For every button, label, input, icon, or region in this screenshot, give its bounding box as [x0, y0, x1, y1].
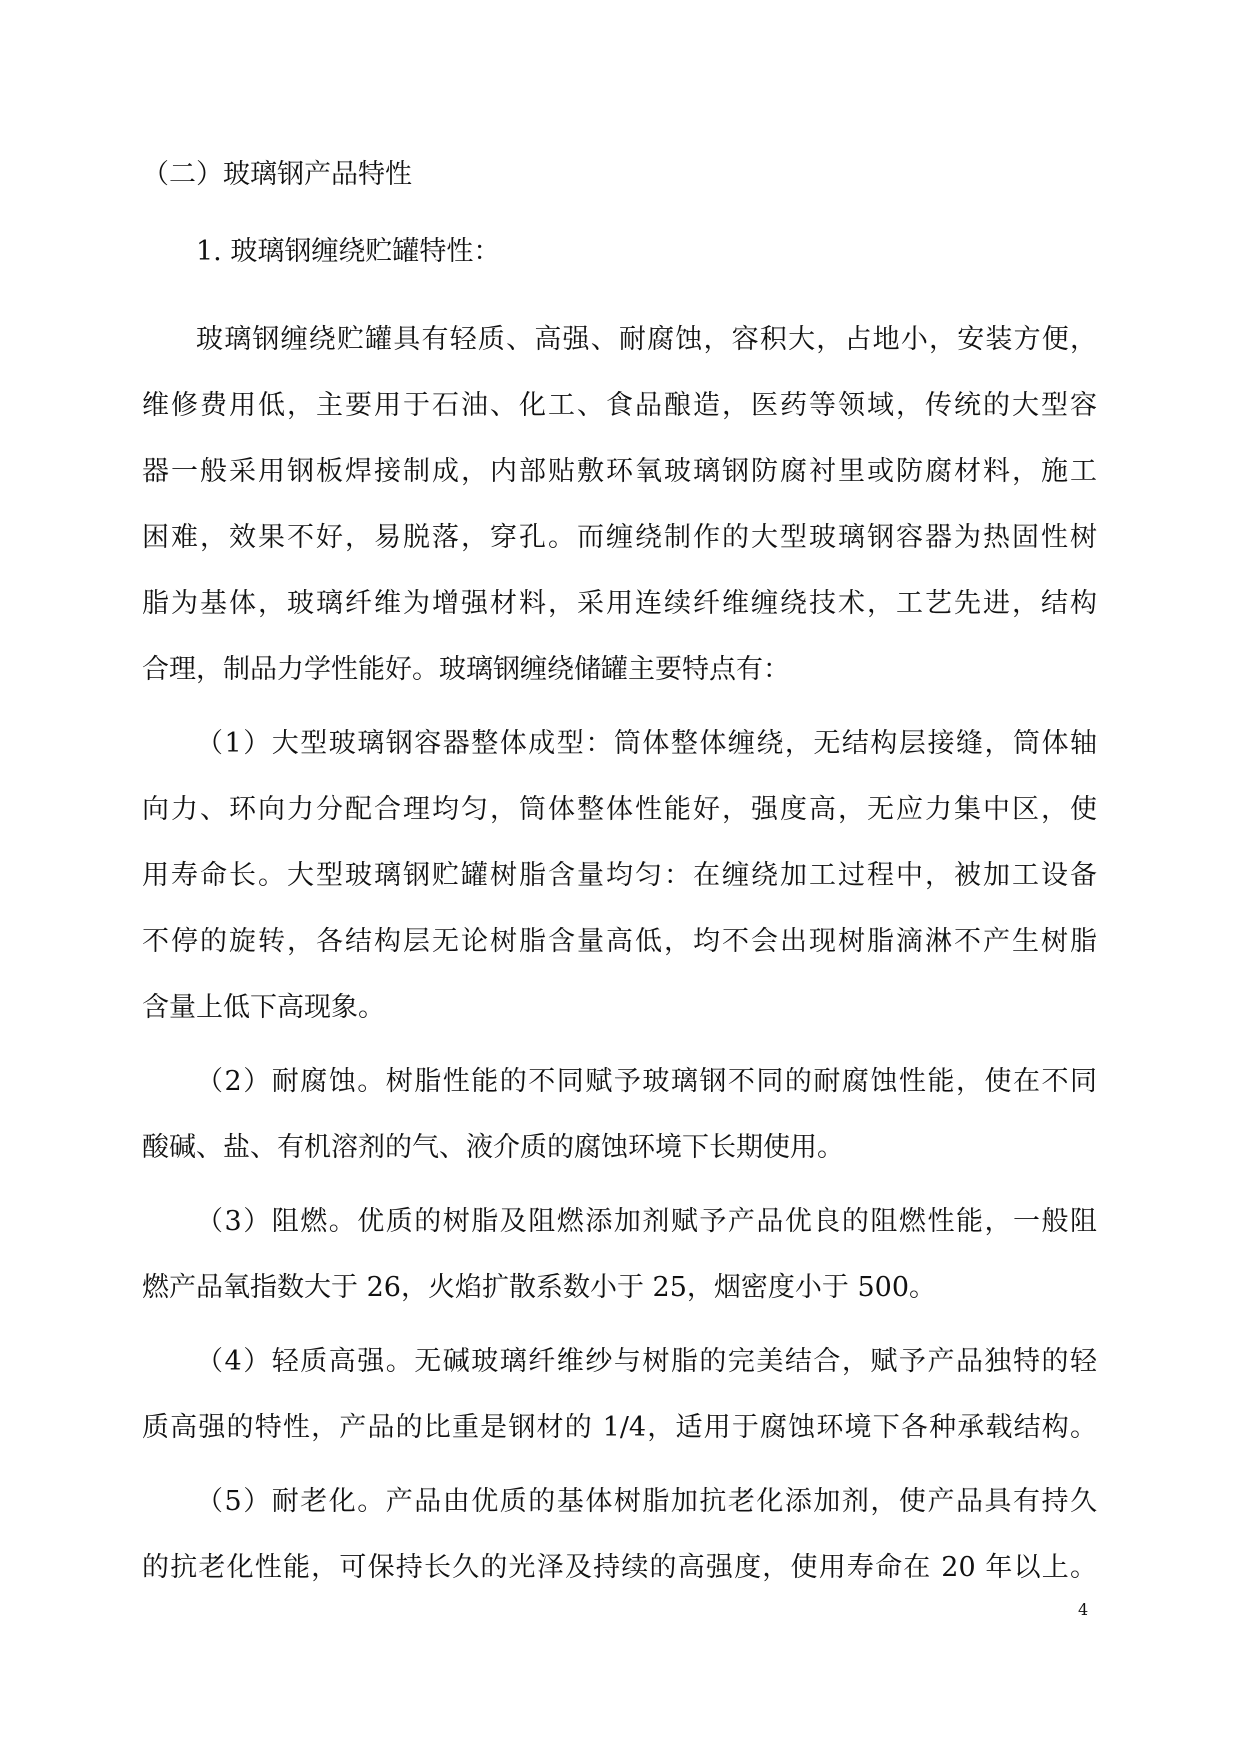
paragraph-line: 质高强的特性，产品的比重是钢材的 1/4，适用于腐蚀环境下各种承载结构。 [142, 1412, 1097, 1443]
paragraph-line: （3）阻燃。优质的树脂及阻燃添加剂赋予产品优良的阻燃性能，一般阻 [196, 1206, 1097, 1237]
page-content [142, 150, 1097, 1609]
paragraph-line: 酸碱、盐、有机溶剂的气、液介质的腐蚀环境下长期使用。 [142, 1132, 844, 1163]
paragraph-feature-3 [142, 1189, 1097, 1321]
paragraph-line: 合理，制品力学性能好。玻璃钢缠绕储罐主要特点有： [142, 654, 790, 685]
paragraph-line: 器一般采用钢板焊接制成，内部贴敷环氧玻璃钢防腐衬里或防腐材料，施工 [142, 456, 1097, 487]
paragraph-feature-5 [142, 1469, 1097, 1601]
paragraph-line: 的抗老化性能，可保持长久的光泽及持续的高强度，使用寿命在 20 年以上。 [142, 1552, 1097, 1583]
paragraph-line: 困难，效果不好，易脱落，穿孔。而缠绕制作的大型玻璃钢容器为热固性树 [142, 522, 1097, 553]
paragraph-line: 含量上低下高现象。 [142, 992, 385, 1023]
section-heading: （二）玻璃钢产品特性 [142, 159, 412, 190]
paragraph-feature-1 [142, 711, 1097, 1041]
paragraph-line: （2）耐腐蚀。树脂性能的不同赋予玻璃钢不同的耐腐蚀性能，使在不同 [196, 1066, 1097, 1097]
paragraph-line: （4）轻质高强。无碱玻璃纤维纱与树脂的完美结合，赋予产品独特的轻 [196, 1346, 1097, 1377]
paragraph-line: （1）大型玻璃钢容器整体成型：筒体整体缠绕，无结构层接缝，筒体轴 [196, 728, 1097, 759]
paragraph-line: （5）耐老化。产品由优质的基体树脂加抗老化添加剂，使产品具有持久 [196, 1486, 1097, 1517]
paragraph-line: 维修费用低，主要用于石油、化工、食品酿造，医药等领域，传统的大型容 [142, 390, 1097, 421]
paragraph-intro [142, 307, 1097, 703]
paragraph-line: 用寿命长。大型玻璃钢贮罐树脂含量均匀：在缠绕加工过程中，被加工设备 [142, 860, 1097, 891]
paragraph-line: 玻璃钢缠绕贮罐具有轻质、高强、耐腐蚀，容积大，占地小，安装方便， [196, 324, 1097, 355]
paragraph-feature-2 [142, 1049, 1097, 1181]
paragraph-line: 燃产品氧指数大于 26，火焰扩散系数小于 25，烟密度小于 500。 [142, 1272, 936, 1303]
subsection-heading: 1. 玻璃钢缠绕贮罐特性： [196, 236, 501, 267]
page-number: 4 [1078, 1600, 1089, 1619]
paragraph-line: 不停的旋转，各结构层无论树脂含量高低，均不会出现树脂滴淋不产生树脂 [142, 926, 1097, 957]
paragraph-feature-4 [142, 1329, 1097, 1461]
paragraph-line: 脂为基体，玻璃纤维为增强材料，采用连续纤维缠绕技术，工艺先进，结构 [142, 588, 1097, 619]
paragraph-line: 向力、环向力分配合理均匀，筒体整体性能好，强度高，无应力集中区，使 [142, 794, 1097, 825]
